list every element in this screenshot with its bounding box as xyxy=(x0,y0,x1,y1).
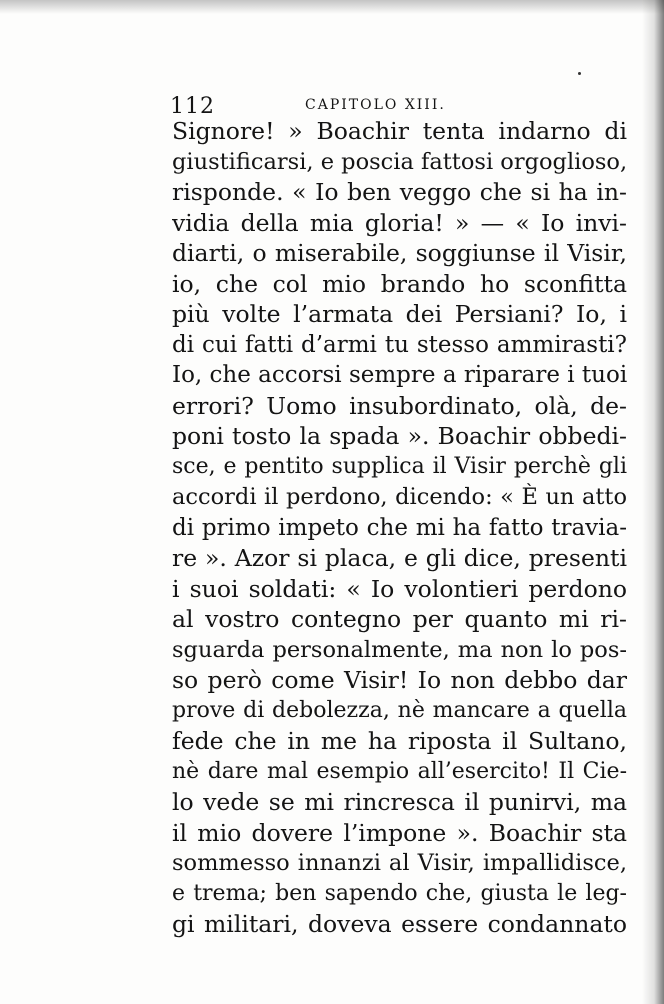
text-line: fede che in me ha riposta il Sultano, xyxy=(172,727,627,755)
text-line: Signore! » Boachir tenta indarno di xyxy=(172,117,627,145)
text-line: sce, e pentito supplica il Visir perchè gli xyxy=(172,453,627,479)
body-text xyxy=(172,116,627,940)
text-line: io, che col mio brando ho sconfitta xyxy=(172,269,627,298)
text-line: accordi il perdono, dicendo: « È un atto xyxy=(172,484,627,510)
text-line: di primo impeto che mi ha fatto travia- xyxy=(172,514,627,541)
scan-shadow-top xyxy=(0,0,664,14)
text-line: diarti, o miserabile, soggiunse il Visir, xyxy=(172,239,627,267)
text-line: lo vede se mi rincresca il punirvi, ma xyxy=(172,788,627,816)
text-line: il mio dovere l’impone ». Boachir sta xyxy=(172,818,627,847)
text-line: poni tosto la spada ». Boachir obbedi- xyxy=(172,422,627,450)
text-line: re ». Azor si placa, e gli dice, presenti xyxy=(172,544,627,572)
paper-speck xyxy=(578,72,581,75)
scan-shadow-right xyxy=(642,0,664,1004)
text-line: so però come Visir! Io non debbo dar xyxy=(172,666,627,694)
chapter-title: CAPITOLO XIII. xyxy=(305,97,446,113)
text-line: di cui fatti d’armi tu stesso ammirasti? xyxy=(172,331,627,358)
text-line: nè dare mal esempio all’esercito! Il Cie- xyxy=(172,758,627,784)
text-line: i suoi soldati: « Io volontieri perdono xyxy=(172,574,627,603)
page-number: 112 xyxy=(170,94,215,119)
text-line: sguarda personalmente, ma non lo pos- xyxy=(172,636,627,663)
text-line: sommesso innanzi al Visir, impallidisce, xyxy=(172,850,627,876)
text-line: vidia della mia gloria! » — « Io invi- xyxy=(172,208,627,237)
text-line: più volte l’armata dei Persiani? Io, i xyxy=(172,300,627,328)
text-line: risponde. « Io ben veggo che si ha in- xyxy=(172,178,627,206)
text-line: al vostro contegno per quanto mi ri- xyxy=(172,605,627,633)
text-line: giustificarsi, e poscia fattosi orgoglioso, xyxy=(172,148,627,175)
text-line: Io, che accorsi sempre a riparare i tuoi xyxy=(172,362,627,388)
text-line: errori? Uomo insubordinato, olà, de- xyxy=(172,391,627,420)
text-line: gi militari, doveva essere condannato xyxy=(172,910,627,938)
text-line: e trema; ben sapendo che, giusta le leg- xyxy=(172,880,627,906)
text-line: prove di debolezza, nè mancare a quella xyxy=(172,697,627,723)
